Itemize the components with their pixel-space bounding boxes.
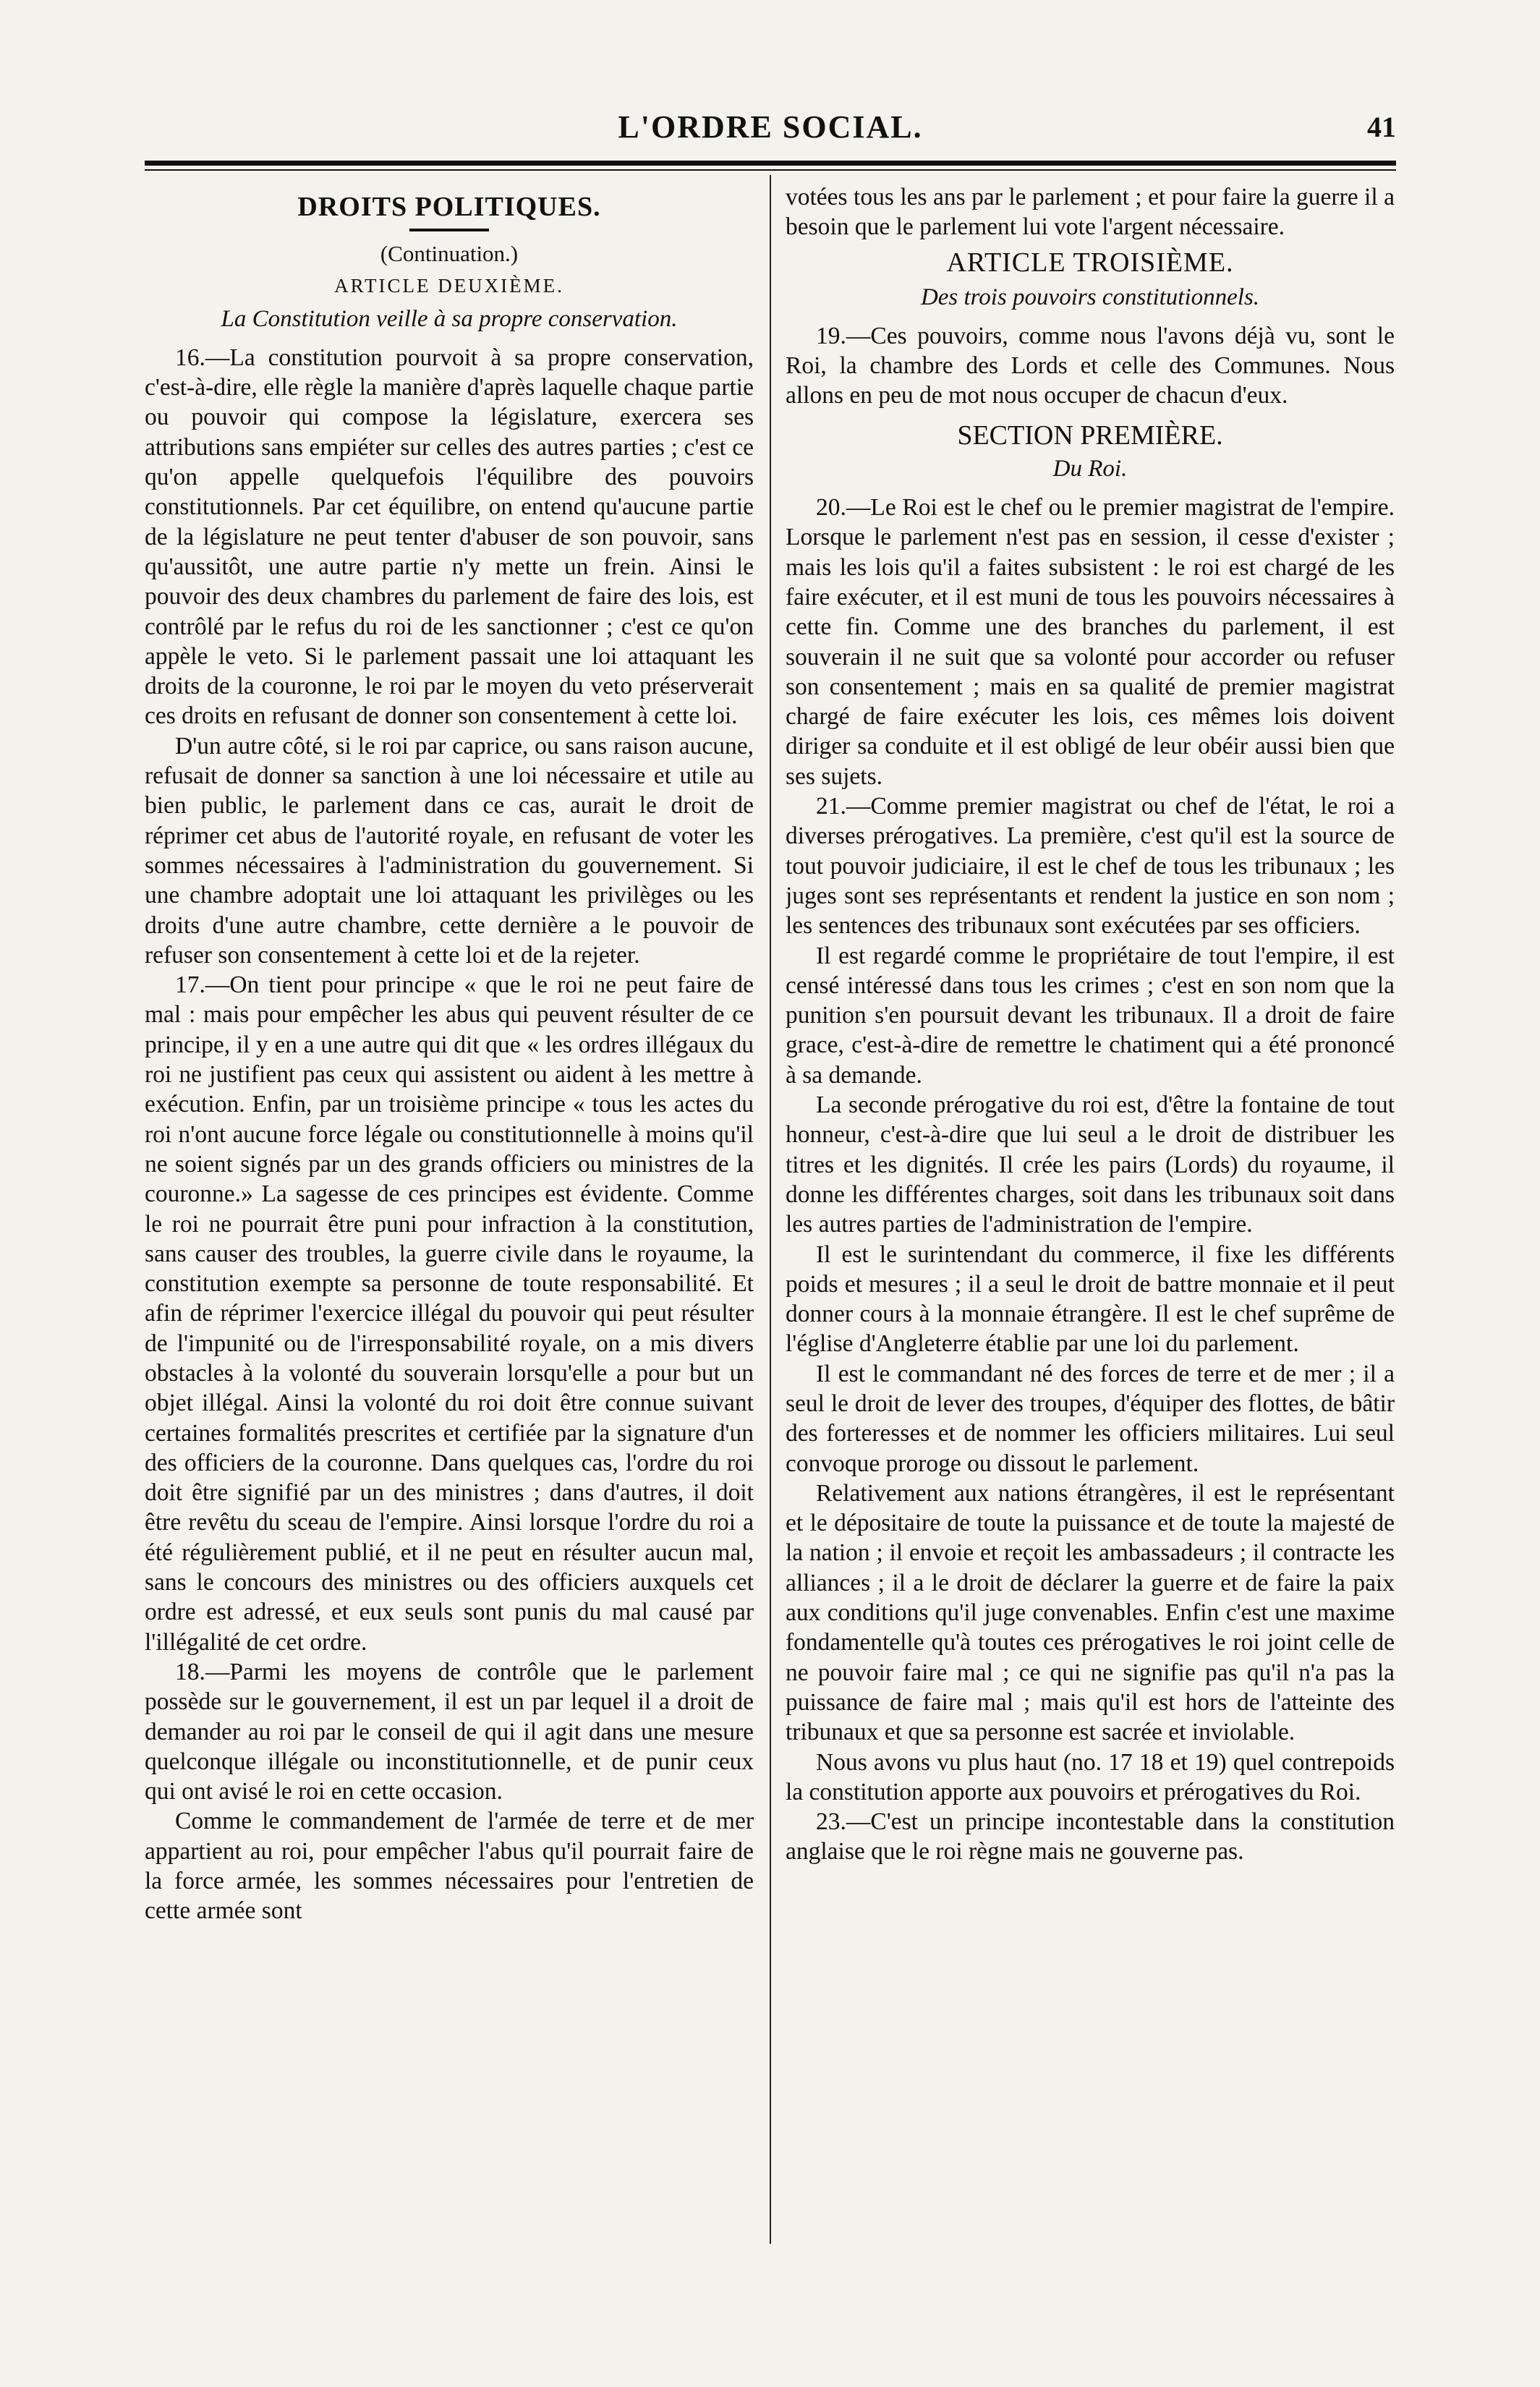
- section-subtitle: Du Roi.: [1052, 455, 1128, 482]
- paragraph: La seconde prérogative du roi est, d'être la fontaine de tout honneur, c'est-à-dire que lui seul a le droit de distribuer les titres et les dignités. Il crée les pairs (Lords) du royaume, il donne les différentes charges, soit dans les tribunaux soit dans les autres parties de l'administration de l'empire.: [786, 1092, 1395, 1238]
- paragraph: 23.—C'est un principe incontestable dans la constitution anglaise que le roi règne mais ne gouverne pas.: [786, 1808, 1395, 1865]
- paragraph: Relativement aux nations étrangères, il est le représentant et le dépositaire de toute la puissance et de toute la majesté de la nation ; il envoie et reçoit les ambassadeurs ; il contracte les alliances ; il a le droit de déclarer la guerre et de faire la paix aux conditions qu'il juge convenables. Enfin c'est une maxime fondamentelle qu'à toutes ces prérogatives le roi joint celle de ne pouvoir faire mal ; ce qui ne signifie pas qu'il n'a pas la puissance de faire mal ; mais qu'il est hors de l'atteinte des tribunaux et que sa personne est sacrée et inviolable.: [786, 1479, 1395, 1746]
- paragraph: Il est le surintendant du commerce, il fixe les différents poids et mesures ; il a seul le droit de battre monnaie et il peut donner cours à la monnaie étrangère. Il est le chef suprême de l'église d'Angleterre établie par une loi du parlement.: [786, 1241, 1395, 1358]
- paragraph: Il est regardé comme le propriétaire de tout l'empire, il est censé intéressé dans tous les crimes ; c'est en son nom que la punition s'en poursuit devant les tribunaux. Il a droit de faire grace, c'est-à-dire de remettre le chatiment qui a été prononcé à sa demande.: [786, 942, 1395, 1089]
- paragraph: 16.—La constitution pourvoit à sa propre conservation, c'est-à-dire, elle règle la manière d'après laquelle chaque partie ou pouvoir qui compose la législature, exercera ses attributions sans empiéter sur celles des autres parties ; c'est ce qu'on appelle quelquefois l'équilibre des pouvoirs constitutionnels. Par cet équilibre, on entend qu'aucune partie de la législature ne peut tenter d'abuser de son pouvoir, sans qu'aussitôt, une autre partie n'y mette un frein. Ainsi le pouvoir des deux chambres du parlement de faire des lois, est contrôlé par le refus du roi de les sanctionner ; c'est ce qu'on appèle le veto. Si le parlement passait une loi attaquant les droits de la couronne, le roi par le moyen du veto préserverait ces droits en refusant de donner son consentement à cette loi.: [145, 344, 754, 730]
- paragraph: Il est le commandant né des forces de terre et de mer ; il a seul le droit de lever des troupes, d'équiper des flottes, de bâtir des forteresses et de nommer les officiers militaires. Lui seul convoque proroge ou dissout le parlement.: [786, 1360, 1395, 1477]
- article-heading: ARTICLE TROISIÈME.: [946, 247, 1234, 278]
- paragraph: D'un autre côté, si le roi par caprice, ou sans raison aucune, refusait de donner sa sanction à une loi nécessaire et utile au bien public, le parlement dans ce cas, aurait le droit de réprimer cet abus de l'autorité royale, en refusant de voter les sommes nécessaires à l'administration du gouvernement. Si une chambre adoptait une loi attaquant les privilèges ou les droits d'une autre chambre, cette dernière a le pouvoir de refuser son consentement à cette loi et de la rejeter.: [145, 732, 754, 969]
- paragraph: Comme le commandement de l'armée de terre et de mer appartient au roi, pour empêcher l'abus qu'il pourrait faire de la force armée, les sommes nécessaires pour l'entretien de cette armée sont: [145, 1808, 754, 1925]
- paragraph-continued: votées tous les ans par le parlement ; et pour faire la guerre il a besoin que le parlement lui vote l'argent nécessaire.: [786, 184, 1395, 241]
- article-subtitle: Des trois pouvoirs constitutionnels.: [920, 284, 1260, 310]
- masthead: [145, 109, 1396, 152]
- section-heading: SECTION PREMIÈRE.: [957, 420, 1223, 451]
- heading-separator: [409, 229, 489, 231]
- right-column: [786, 182, 1395, 2258]
- header-rule-thin: [145, 169, 1396, 171]
- article-heading: ARTICLE DEUXIÈME.: [334, 275, 564, 297]
- column-divider: [770, 175, 771, 2244]
- paragraph: 20.—Le Roi est le chef ou le premier magistrat de l'empire. Lorsque le parlement n'est pas en session, il cesse d'exister ; mais les lois qu'il a faites subsistent : le roi est chargé de les faire exécuter, et il est muni de tous les pouvoirs nécessaires à cette fin. Comme une des branches du parlement, il est souverain il ne suit que sa volonté pour accorder ou refuser son consentement ; mais en sa qualité de premier magistrat chargé de faire exécuter les lois, ces mêmes lois doivent diriger sa conduite et il est obligé de leur obéir aussi bien que ses sujets.: [786, 494, 1395, 790]
- paragraph: 19.—Ces pouvoirs, comme nous l'avons déjà vu, sont le Roi, la chambre des Lords et celle des Communes. Nous allons en peu de mot nous occuper de chacun d'eux.: [786, 322, 1395, 409]
- header-rule-thick: [145, 161, 1396, 166]
- paragraph: 21.—Comme premier magistrat ou chef de l'état, le roi a diverses prérogatives. La première, c'est qu'il est la source de tout pouvoir judiciaire, il est le chef de tous les tribunaux ; les juges sont ses représentants et rendent la justice en son nom ; les sentences des tribunaux sont exécutées par ses officiers.: [786, 793, 1395, 940]
- left-column: [145, 182, 754, 2258]
- paragraph: 17.—On tient pour principe « que le roi ne peut faire de mal : mais pour empêcher les abus qui peuvent résulter de ce principe, il y en a une autre qui dit que « les ordres illégaux du roi ne justifient pas ceux qui assistent ou aident à les mettre à exécution. Enfin, par un troisième principe « tous les actes du roi n'ont aucune force légale ou constitutionnelle à moins qu'il ne soient signés par un des grands officiers ou ministres de la couronne.» La sagesse de ces principes est évidente. Comme le roi ne pourrait être puni pour infraction à la constitution, sans causer des troubles, la guerre civile dans le royaume, la constitution exempte sa personne de toute responsabilité. Et afin de réprimer l'exercice illégal du pouvoir qui peut résulter de l'impunité ou de l'irresponsabilité royale, on a mis divers obstacles à la volonté du souverain lorsqu'elle a pour but un objet illégal. Ainsi la volonté du roi doit être connue suivant certaines formalités prescrites et certifiée par la signature d'un des officiers de la couronne. Dans quelques cas, l'ordre du roi doit être signifié par un des ministres ; dans d'autres, il doit être revêtu du sceau de l'empire. Ainsi lorsque l'ordre du roi a été régulièrement publié, et il ne peut en résulter aucun mal, sans le concours des ministres ou des officiers auxquels cet ordre est adressé, et eux seuls sont punis du mal causé par l'illégalité de cet ordre.: [145, 971, 754, 1656]
- article-subtitle: La Constitution veille à sa propre conservation.: [221, 305, 678, 332]
- section-heading: DROITS POLITIQUES.: [297, 192, 601, 222]
- page-number: 41: [1367, 111, 1396, 143]
- masthead-title: L'ORDRE SOCIAL.: [618, 109, 923, 145]
- paragraph: 18.—Parmi les moyens de contrôle que le parlement possède sur le gouvernement, il est un par lequel il a droit de demander au roi par le conseil de qui il agit dans une mesure quelconque illégale ou inconstitutionnelle, et de punir ceux qui ont avisé le roi en cette occasion.: [145, 1658, 754, 1805]
- paragraph: Nous avons vu plus haut (no. 17 18 et 19) quel contrepoids la constitution apporte aux pouvoirs et prérogatives du Roi.: [786, 1748, 1395, 1805]
- continuation-note: (Continuation.): [380, 241, 519, 266]
